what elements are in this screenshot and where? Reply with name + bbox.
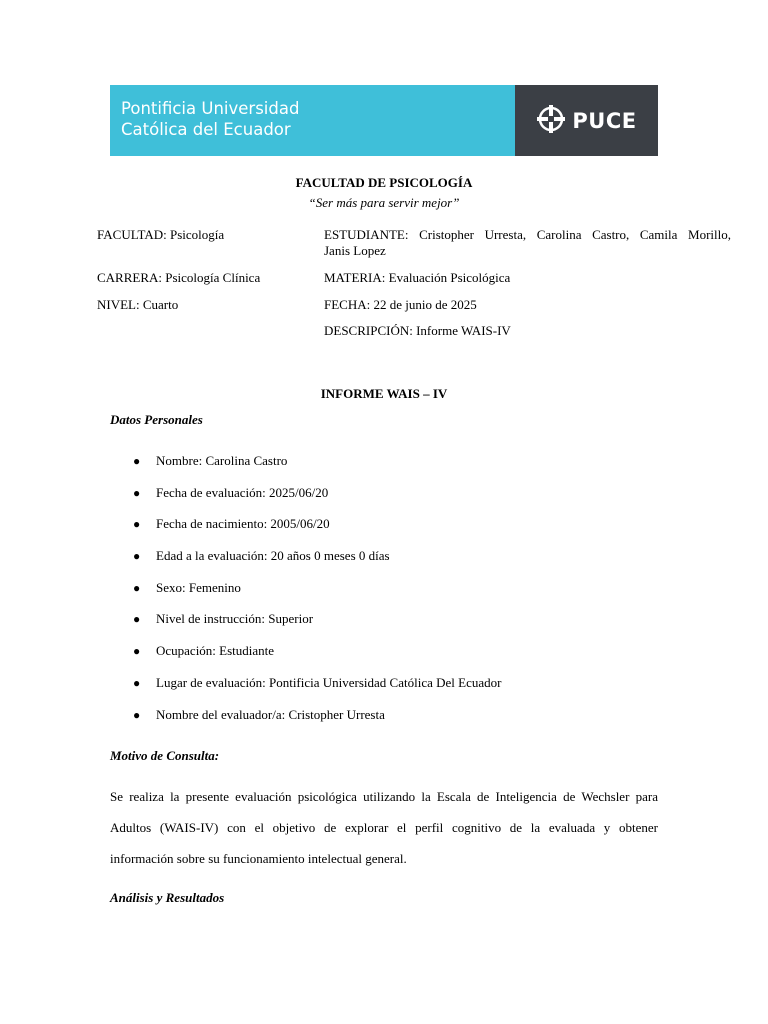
list-item: ● Nombre: Carolina Castro: [133, 452, 501, 484]
bullet-icon: ●: [133, 517, 141, 532]
university-banner: [110, 85, 658, 156]
bullet-icon: ●: [133, 675, 141, 690]
personal-data-list: [133, 452, 501, 737]
faculty-title: FACULTAD DE PSICOLOGÍA: [295, 175, 473, 190]
bullet-icon: ●: [133, 707, 141, 722]
list-item: ● Nombre del evaluador/a: Cristopher Urresta: [133, 706, 501, 738]
university-name: [110, 85, 515, 156]
university-name-line1: Pontificia Universidad: [121, 99, 300, 118]
info-nivel: NIVEL: Cuarto: [97, 297, 179, 312]
list-item: ● Ocupación: Estudiante: [133, 642, 501, 674]
motivo-heading: Motivo de Consulta:: [110, 748, 220, 763]
list-item: ● Sexo: Femenino: [133, 579, 501, 611]
bullet-icon: ●: [133, 612, 141, 627]
list-item: ● Fecha de evaluación: 2025/06/20: [133, 484, 501, 516]
info-estudiante-line2: Janis Lopez: [324, 243, 386, 258]
bullet-icon: ●: [133, 580, 141, 595]
info-facultad: FACULTAD: Psicología: [97, 227, 225, 242]
info-materia: MATERIA: Evaluación Psicológica: [324, 270, 511, 285]
bullet-icon: ●: [133, 549, 141, 564]
list-item: ● Lugar de evaluación: Pontificia Universidad Católica Del Ecuador: [133, 674, 501, 706]
university-name-line2: Católica del Ecuador: [121, 120, 291, 139]
info-fecha: FECHA: 22 de junio de 2025: [324, 297, 477, 312]
list-item: ● Fecha de nacimiento: 2005/06/20: [133, 515, 501, 547]
list-item: ● Edad a la evaluación: 20 años 0 meses 0 días: [133, 547, 501, 579]
motivo-line: información sobre su funcionamiento intelectual general.: [110, 851, 407, 866]
info-descripcion: DESCRIPCIÓN: Informe WAIS-IV: [324, 323, 511, 338]
datos-personales-heading: Datos Personales: [110, 412, 203, 427]
faculty-motto: “Ser más para servir mejor”: [308, 195, 460, 210]
motivo-paragraph: [110, 781, 658, 874]
bullet-icon: ●: [133, 644, 141, 659]
info-estudiante-line1: ESTUDIANTE: Cristopher Urresta, Carolina Castro, Camila Morillo,: [324, 227, 731, 242]
motivo-line: Adultos (WAIS-IV) con el objetivo de explorar el perfil cognitivo de la evaluada y obtener: [110, 820, 658, 835]
report-title: INFORME WAIS – IV: [320, 386, 448, 401]
puce-emblem-icon: [536, 104, 566, 138]
puce-logo-text: PUCE: [572, 108, 637, 133]
bullet-icon: ●: [133, 454, 141, 468]
puce-logo: [515, 85, 658, 156]
analisis-heading: Análisis y Resultados: [110, 890, 225, 905]
info-carrera: CARRERA: Psicología Clínica: [97, 270, 261, 285]
list-item: ● Nivel de instrucción: Superior: [133, 610, 501, 642]
bullet-icon: ●: [133, 485, 141, 500]
motivo-line: Se realiza la presente evaluación psicológica utilizando la Escala de Inteligencia de Wechsler para: [110, 789, 658, 804]
